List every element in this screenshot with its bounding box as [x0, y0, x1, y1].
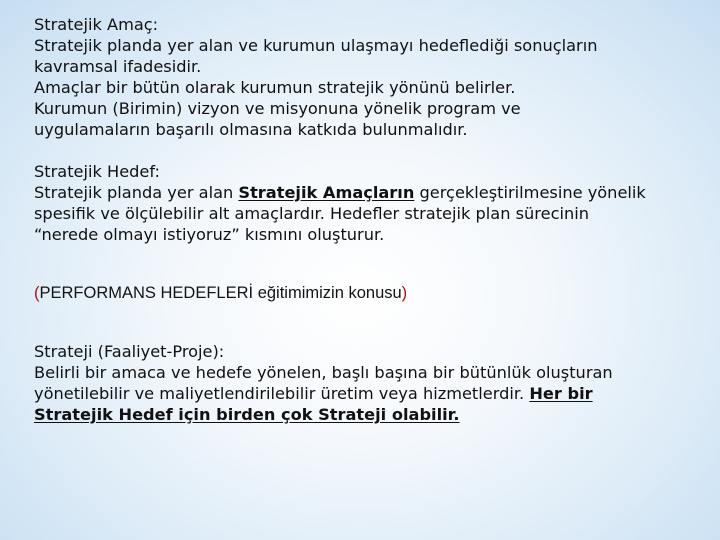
paragraph-line: spesifik ve ölçülebilir alt amaçlardır. Hedefler stratejik plan sürecinin — [34, 204, 589, 223]
paragraph-line: Amaçlar bir bütün olarak kurumun stratejik yönünü belirler. — [34, 78, 516, 97]
spacer — [34, 140, 706, 161]
underlined-emphasis-line: Stratejik Hedef için birden çok Strateji olabilir. — [34, 405, 460, 424]
spacer — [34, 245, 706, 266]
section-stratejik-hedef — [34, 161, 706, 245]
paragraph-line: uygulamaların başarılı olmasına katkıda bulunmalıdır. — [34, 120, 468, 139]
underlined-emphasis: Her bir — [529, 384, 593, 403]
text-segment: gerçekleştirilmesine yönelik — [414, 183, 646, 202]
note-open-paren: ( — [34, 283, 40, 302]
section-stratejik-amac — [34, 14, 706, 140]
paragraph-line — [34, 182, 706, 203]
section-heading: Stratejik Hedef: — [34, 162, 160, 181]
paragraph-line — [34, 383, 706, 404]
paragraph-line: Stratejik planda yer alan ve kurumun ulaşmayı hedeflediği sonuçların — [34, 36, 598, 55]
paragraph-line: Belirli bir amaca ve hedefe yönelen, başlı başına bir bütünlük oluşturan — [34, 363, 613, 382]
text-segment: Stratejik planda yer alan — [34, 183, 239, 202]
paragraph-line: Kurumun (Birimin) vizyon ve misyonuna yönelik program ve — [34, 99, 521, 118]
slide-content — [34, 14, 706, 425]
paragraph-line: “nerede olmayı istiyoruz” kısmını oluşturur. — [34, 225, 385, 244]
section-strateji — [34, 341, 706, 425]
section-heading: Stratejik Amaç: — [34, 15, 159, 34]
section-heading: Strateji (Faaliyet-Proje): — [34, 342, 225, 361]
note-text: PERFORMANS HEDEFLERİ eğitimimizin konusu — [39, 283, 402, 302]
paragraph-line: kavramsal ifadesidir. — [34, 57, 202, 76]
performance-note — [34, 283, 706, 304]
note-close-paren: ) — [401, 283, 408, 302]
spacer — [34, 320, 706, 341]
text-segment: yönetilebilir ve maliyetlendirilebilir üretim veya hizmetlerdir. — [34, 384, 530, 403]
underlined-term: Stratejik Amaçların — [238, 183, 415, 202]
